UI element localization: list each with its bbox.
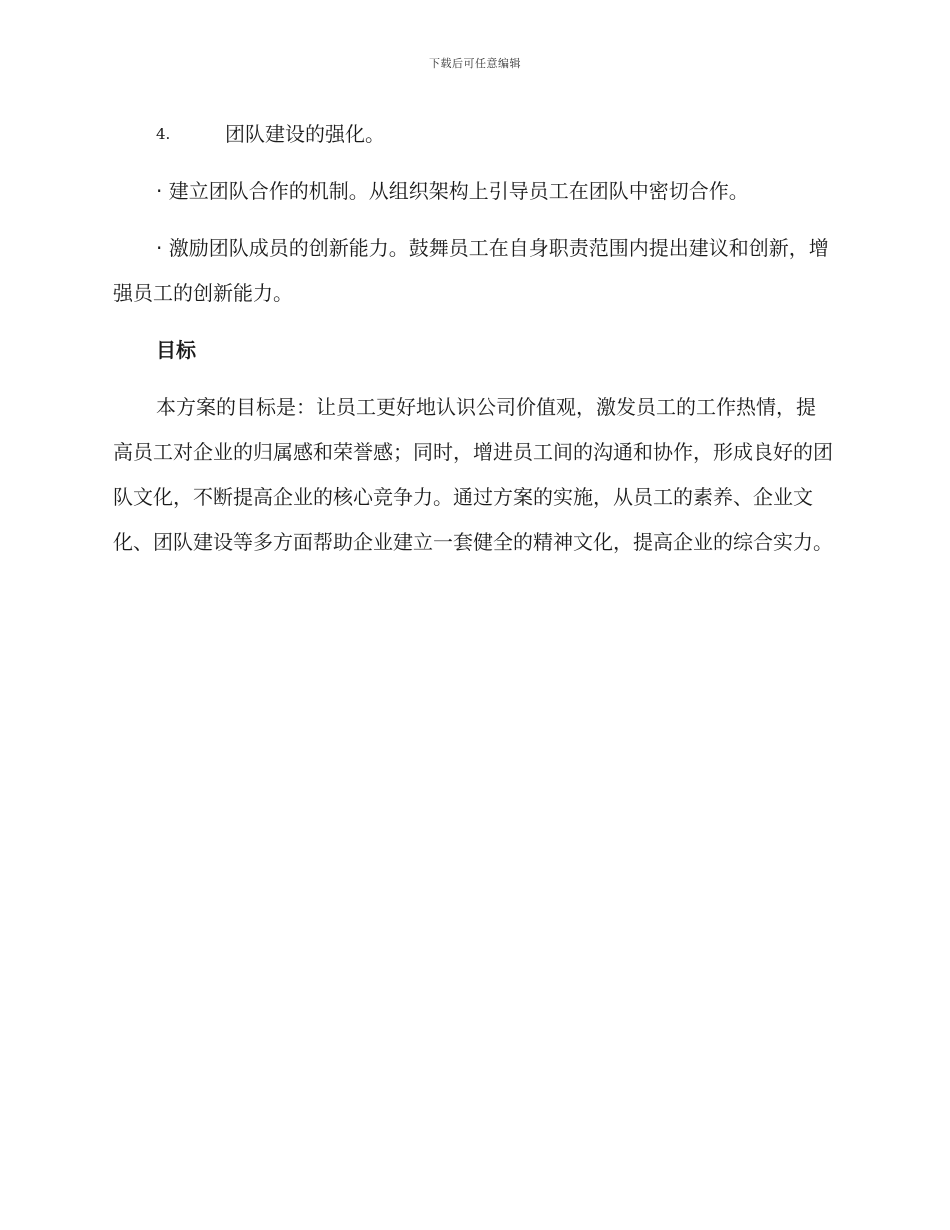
document-body [113,112,833,577]
section-number: 4. [156,125,171,143]
section-4-title [113,112,833,157]
goal-heading: 目标 [156,338,196,362]
bullet-paragraph-1: · 建立团队合作的机制。从组织架构上引导员工在团队中密切合作。 [156,179,749,203]
header-note: 下载后可任意编辑 [429,57,521,70]
goal-paragraph: 本方案的目标是：让员工更好地认识公司价值观，激发员工的工作热情，提高员工对企业的归属感和荣誉感；同时，增进员工间的沟通和协作，形成良好的团队文化，不断提高企业的核心竞争力。通过方案的实施，从员工的素养、企业文化、团队建设等多方面帮助企业建立一套健全的精神文化，提高企业的综合实力。 [113,395,833,554]
bullet-paragraph-2: · 激励团队成员的创新能力。鼓舞员工在自身职责范围内提出建议和创新，增强员工的创新能力。 [113,236,829,305]
section-title: 团队建设的强化。 [225,122,385,146]
